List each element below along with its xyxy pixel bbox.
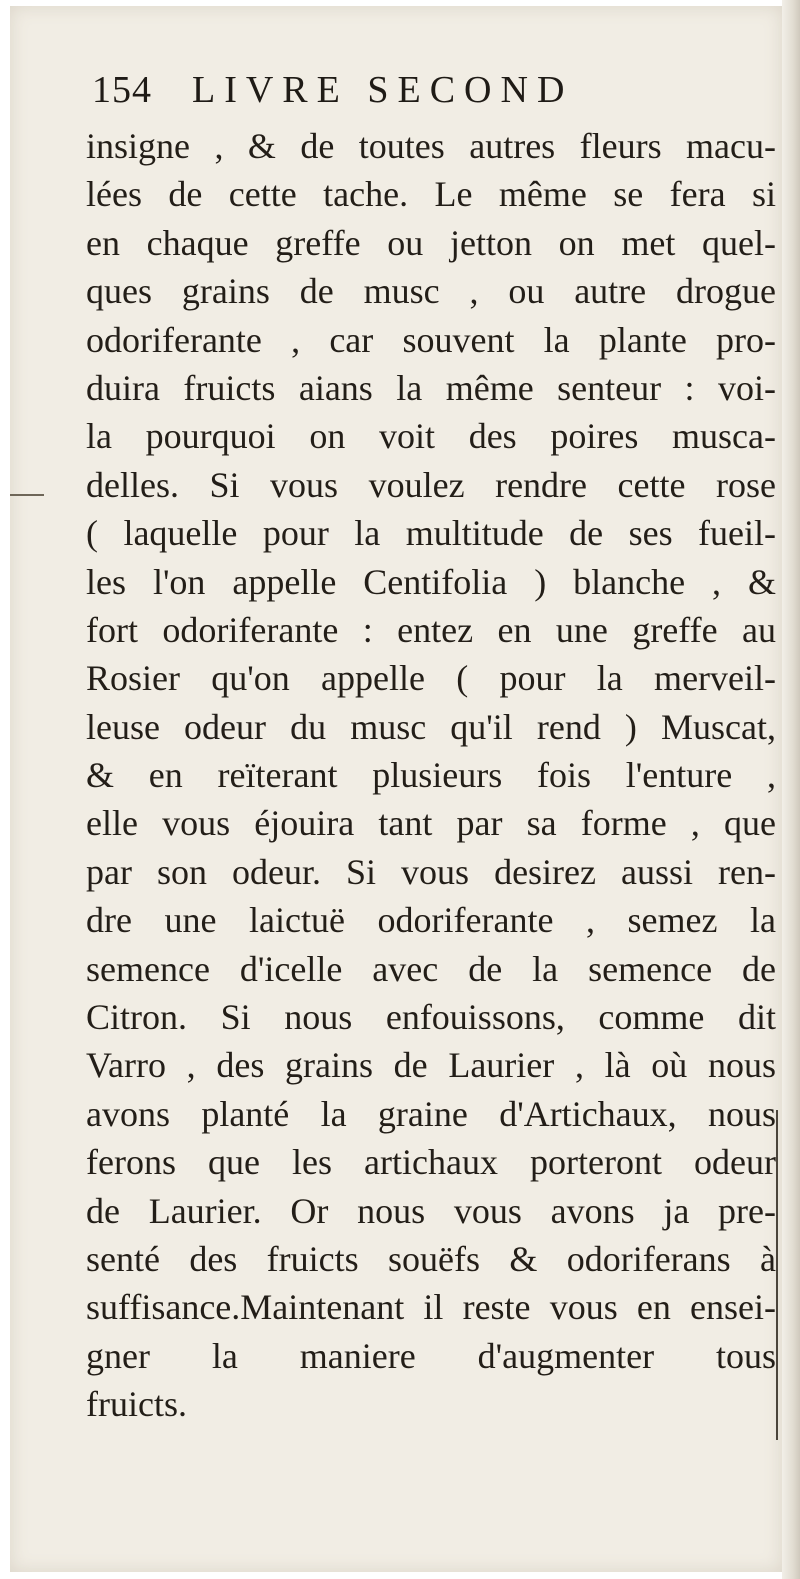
text-line: senté des fruicts souëfs & odoriferans à: [86, 1238, 776, 1279]
page-header: [72, 68, 732, 120]
page-number: 154: [92, 69, 152, 111]
margin-mark: [10, 494, 44, 496]
text-line: duira fruicts aians la même senteur : voi-: [86, 367, 776, 408]
text-line: ques grains de musc , ou autre drogue: [86, 271, 776, 312]
text-line: lées de cette tache. Le même se fera si: [86, 174, 776, 215]
book-page: [10, 6, 782, 1572]
text-line: leuse odeur du musc qu'il rend ) Muscat,: [86, 706, 776, 747]
body-text: [86, 122, 776, 1429]
text-line: odoriferante , car souvent la plante pro-: [86, 319, 776, 360]
text-line: la pourquoi on voit des poires musca-: [86, 416, 776, 457]
text-line: suffisance.Maintenant il reste vous en ensei-: [86, 1287, 776, 1328]
text-line: dre une laictuë odoriferante , semez la: [86, 900, 776, 941]
text-line: & en reïterant plusieurs fois l'enture ,: [86, 755, 776, 796]
running-head: LIVRE SECOND: [192, 69, 574, 111]
text-line: Citron. Si nous enfouissons, comme dit: [86, 997, 776, 1038]
text-line: ( laquelle pour la multitude de ses fueil-: [86, 513, 776, 554]
text-line: elle vous éjouira tant par sa forme , que: [86, 803, 776, 844]
binding-line: [776, 1110, 778, 1440]
text-line: insigne , & de toutes autres fleurs macu-: [86, 126, 776, 166]
text-line: Rosier qu'on appelle ( pour la merveil-: [86, 658, 776, 699]
text-line: Varro , des grains de Laurier , là où nous: [86, 1045, 776, 1086]
text-line: en chaque greffe ou jetton on met quel-: [86, 222, 776, 263]
text-line: fort odoriferante : entez en une greffe au: [86, 609, 776, 650]
text-line: par son odeur. Si vous desirez aussi ren-: [86, 851, 776, 892]
text-line: de Laurier. Or nous vous avons ja pre-: [86, 1190, 776, 1231]
text-line: ferons que les artichaux porteront odeur: [86, 1142, 776, 1183]
text-line: les l'on appelle Centifolia ) blanche , &: [86, 561, 776, 602]
text-line: delles. Si vous voulez rendre cette rose: [86, 464, 776, 505]
page-edge: [782, 0, 800, 1579]
text-line: semence d'icelle avec de la semence de: [86, 948, 776, 989]
text-line: gner la maniere d'augmenter tous: [86, 1335, 776, 1376]
text-line: avons planté la graine d'Artichaux, nous: [86, 1093, 776, 1134]
text-line-last: fruicts.: [86, 1384, 187, 1425]
